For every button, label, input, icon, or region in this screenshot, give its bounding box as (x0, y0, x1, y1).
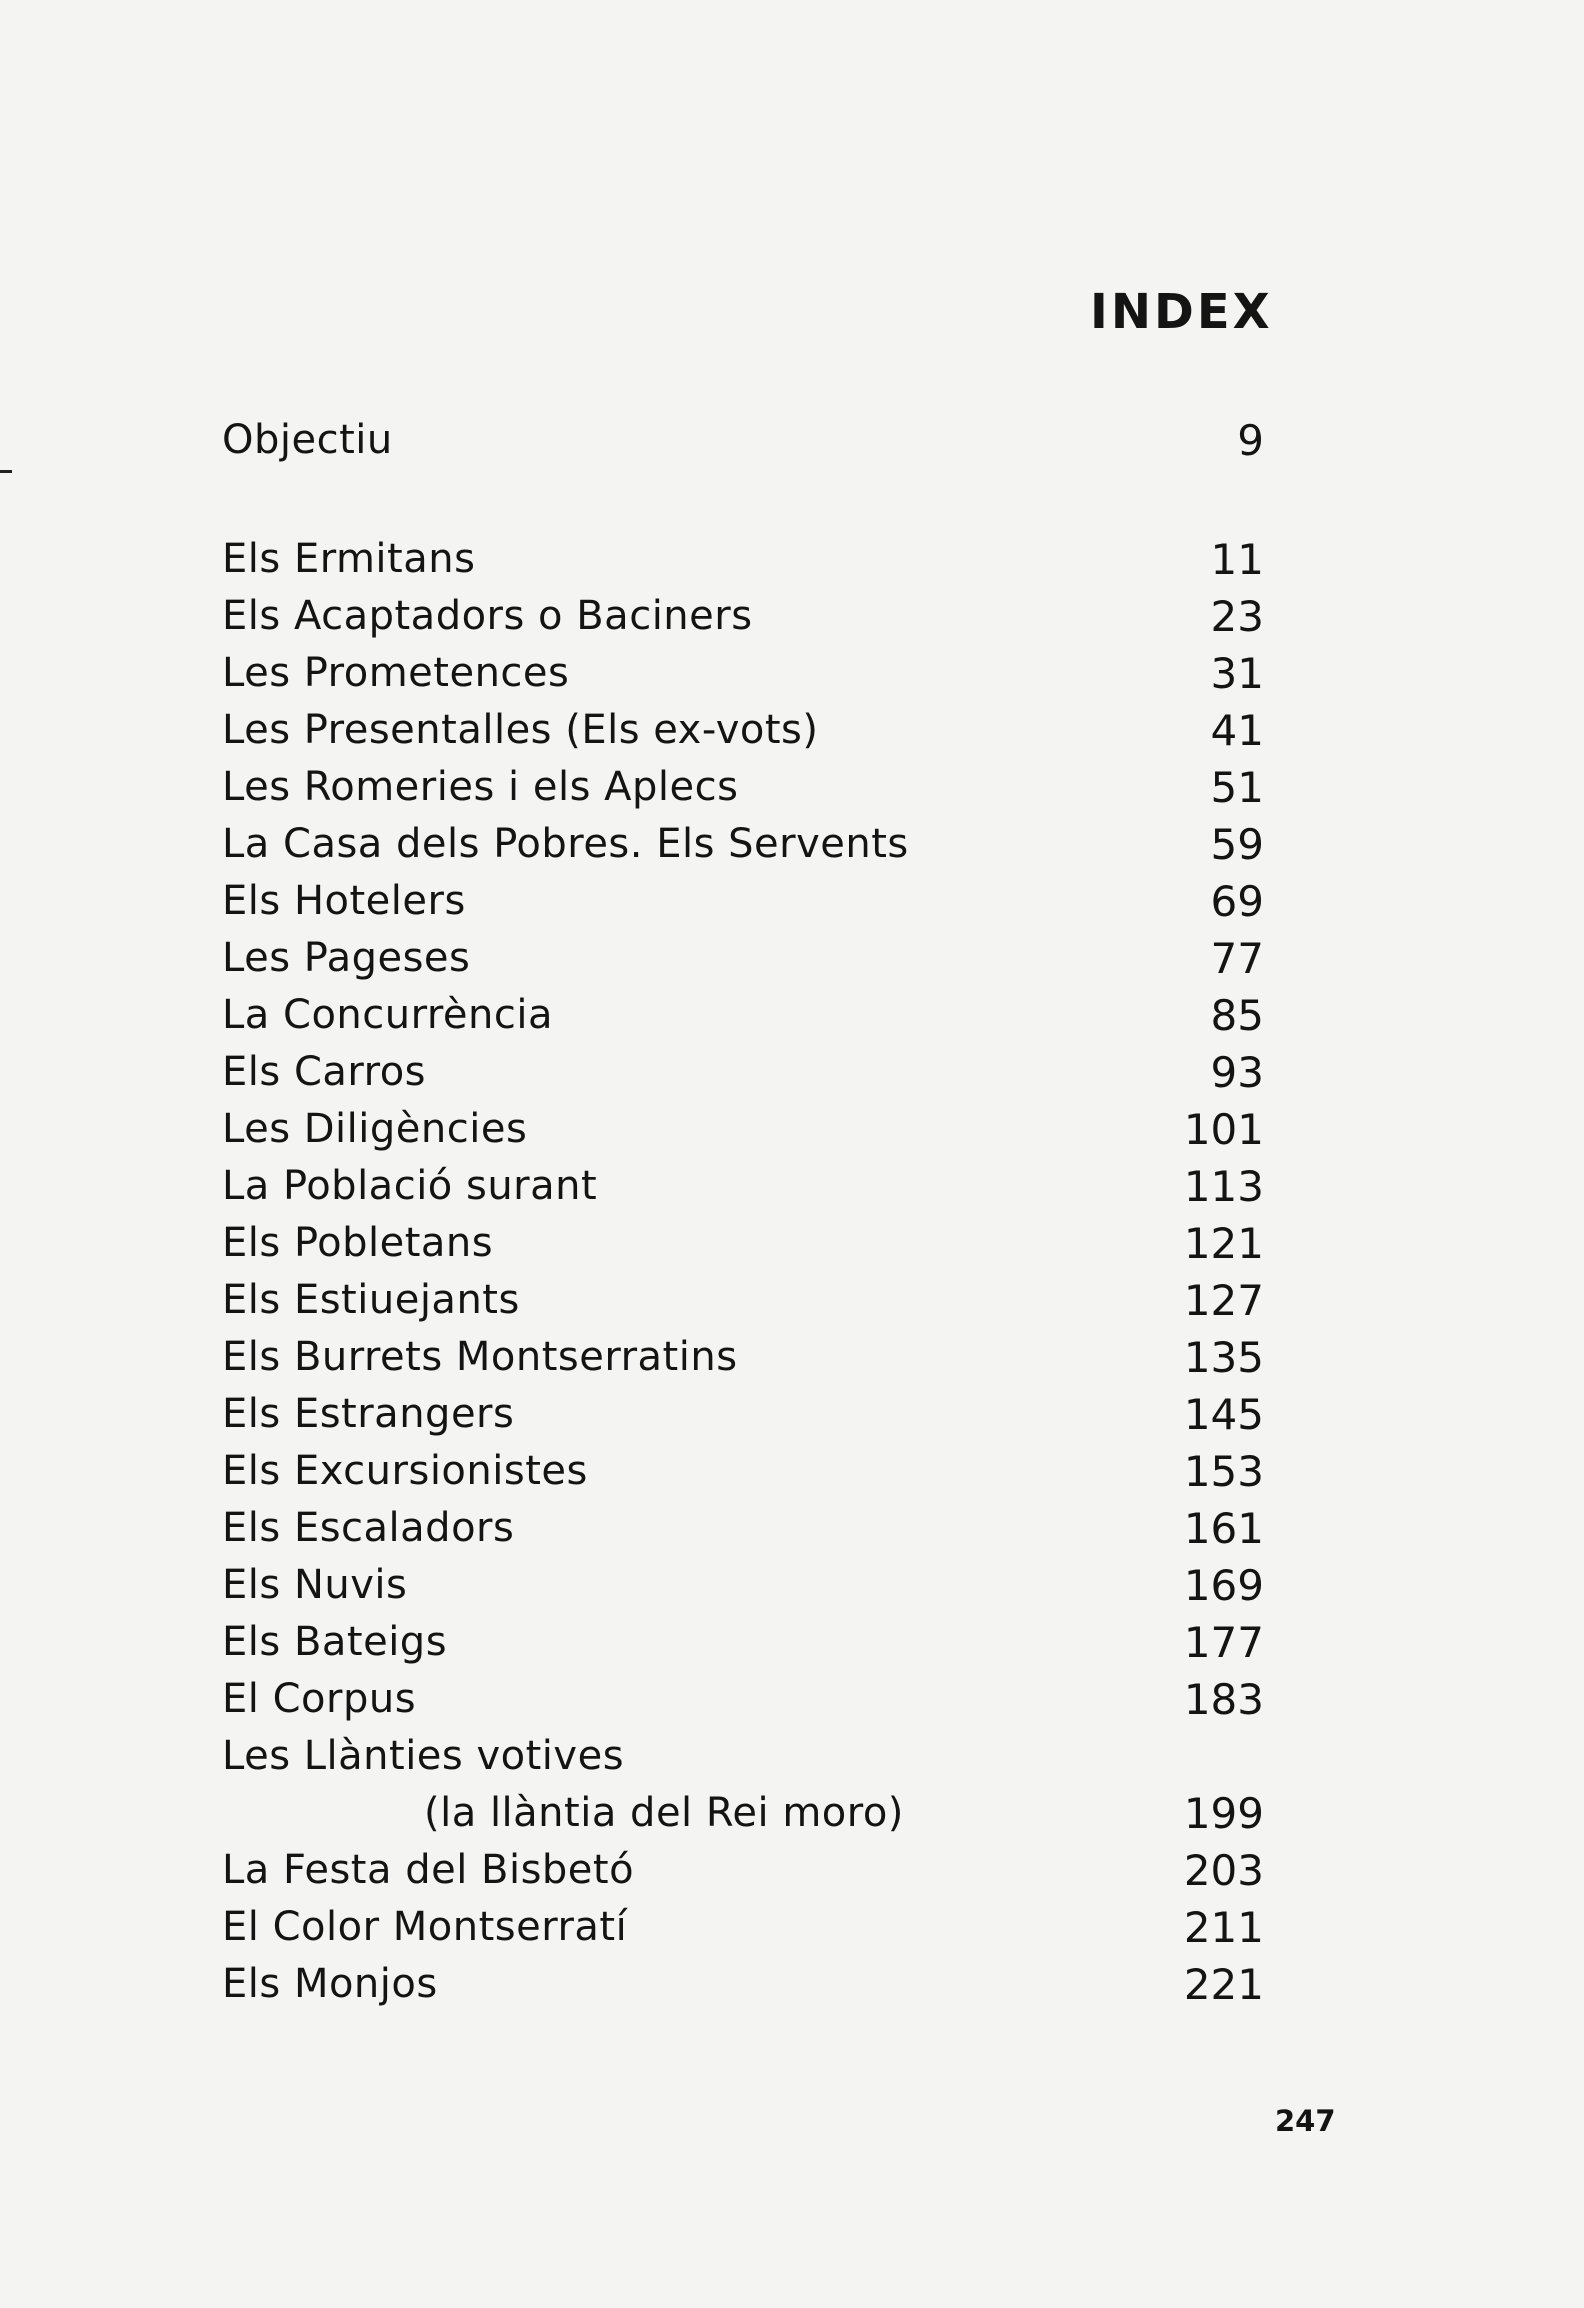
entry-page: 93 (1210, 1048, 1264, 1097)
entry-title: Els Monjos (222, 1961, 438, 2007)
entry-page: 127 (1183, 1276, 1264, 1325)
toc-entry (0, 1158, 1584, 1215)
entry-title: El Corpus (222, 1676, 417, 1722)
toc-entry (0, 816, 1584, 873)
entry-page: 101 (1183, 1105, 1264, 1154)
entry-page: 145 (1183, 1390, 1264, 1439)
entry-title: Els Ermitans (222, 536, 476, 582)
toc-entry (0, 930, 1584, 987)
entry-title: La Concurrència (222, 992, 553, 1038)
toc-entry (0, 1215, 1584, 1272)
entry-title: Les Romeries i els Aplecs (222, 764, 739, 810)
entry-page: 69 (1210, 877, 1264, 926)
entry-title: El Color Montserratí (222, 1904, 628, 1950)
toc-entry (0, 1101, 1584, 1158)
entry-page: 203 (1183, 1846, 1264, 1895)
entry-title: Objectiu (222, 417, 393, 463)
toc-entry (0, 1671, 1584, 1728)
entry-title: La Població surant (222, 1163, 598, 1209)
toc-entry (0, 1044, 1584, 1101)
entry-title: Els Escaladors (222, 1505, 515, 1551)
entry-page: 85 (1210, 991, 1264, 1040)
entry-page: 183 (1183, 1675, 1264, 1724)
toc-entry (0, 1728, 1584, 1785)
toc-entry (0, 531, 1584, 588)
entry-title: (la llàntia del Rei moro) (424, 1790, 904, 1836)
toc-entry (0, 873, 1584, 930)
entry-title: Les Presentalles (Els ex-vots) (222, 707, 819, 753)
entry-page: 23 (1210, 592, 1264, 641)
toc-entry (0, 1386, 1584, 1443)
entry-title: Els Carros (222, 1049, 427, 1095)
toc-entry (0, 412, 1584, 469)
toc-entry (0, 987, 1584, 1044)
entry-page: 177 (1183, 1618, 1264, 1667)
entry-title: Les Diligències (222, 1106, 528, 1152)
entry-page: 161 (1183, 1504, 1264, 1553)
entry-title: Els Estrangers (222, 1391, 515, 1437)
index-heading: INDEX (1090, 284, 1273, 340)
entry-title: Els Burrets Montserratins (222, 1334, 738, 1380)
entry-title: Les Prometences (222, 650, 570, 696)
toc-entry (0, 1842, 1584, 1899)
entry-page: 153 (1183, 1447, 1264, 1496)
toc-entry (0, 645, 1584, 702)
entry-page: 211 (1183, 1903, 1264, 1952)
entry-title: Els Acaptadors o Baciners (222, 593, 753, 639)
entry-title: Les Pageses (222, 935, 471, 981)
entry-page: 77 (1210, 934, 1264, 983)
toc-entry (0, 1956, 1584, 2013)
entry-page: 41 (1210, 706, 1264, 755)
entry-page: 11 (1210, 535, 1264, 584)
toc-entry (0, 1329, 1584, 1386)
toc-entry (0, 588, 1584, 645)
toc-entry (0, 759, 1584, 816)
entry-title: Els Pobletans (222, 1220, 494, 1266)
entry-title: Els Hotelers (222, 878, 466, 924)
entry-title: Els Estiuejants (222, 1277, 520, 1323)
toc-entry (0, 1272, 1584, 1329)
entry-page: 169 (1183, 1561, 1264, 1610)
entry-page: 121 (1183, 1219, 1264, 1268)
entry-page: 51 (1210, 763, 1264, 812)
entry-title: La Casa dels Pobres. Els Servents (222, 821, 909, 867)
toc-entry (0, 702, 1584, 759)
entry-title: Els Bateigs (222, 1619, 448, 1665)
entry-title: La Festa del Bisbetó (222, 1847, 635, 1893)
toc-entry (0, 1614, 1584, 1671)
entry-title: Les Llànties votives (222, 1733, 625, 1779)
entry-title: Els Excursionistes (222, 1448, 588, 1494)
entry-page: 135 (1183, 1333, 1264, 1382)
toc-entry (0, 1899, 1584, 1956)
toc-entry (0, 1500, 1584, 1557)
entry-page: 9 (1237, 416, 1264, 465)
toc-entry (0, 1443, 1584, 1500)
entry-page: 59 (1210, 820, 1264, 869)
entry-page: 31 (1210, 649, 1264, 698)
page-number: 247 (1275, 2104, 1336, 2138)
toc-entry (0, 1557, 1584, 1614)
entry-page: 113 (1183, 1162, 1264, 1211)
entry-page: 221 (1183, 1960, 1264, 2009)
entry-page: 199 (1183, 1789, 1264, 1838)
toc-entry-continuation (0, 1785, 1584, 1842)
entry-title: Els Nuvis (222, 1562, 408, 1608)
